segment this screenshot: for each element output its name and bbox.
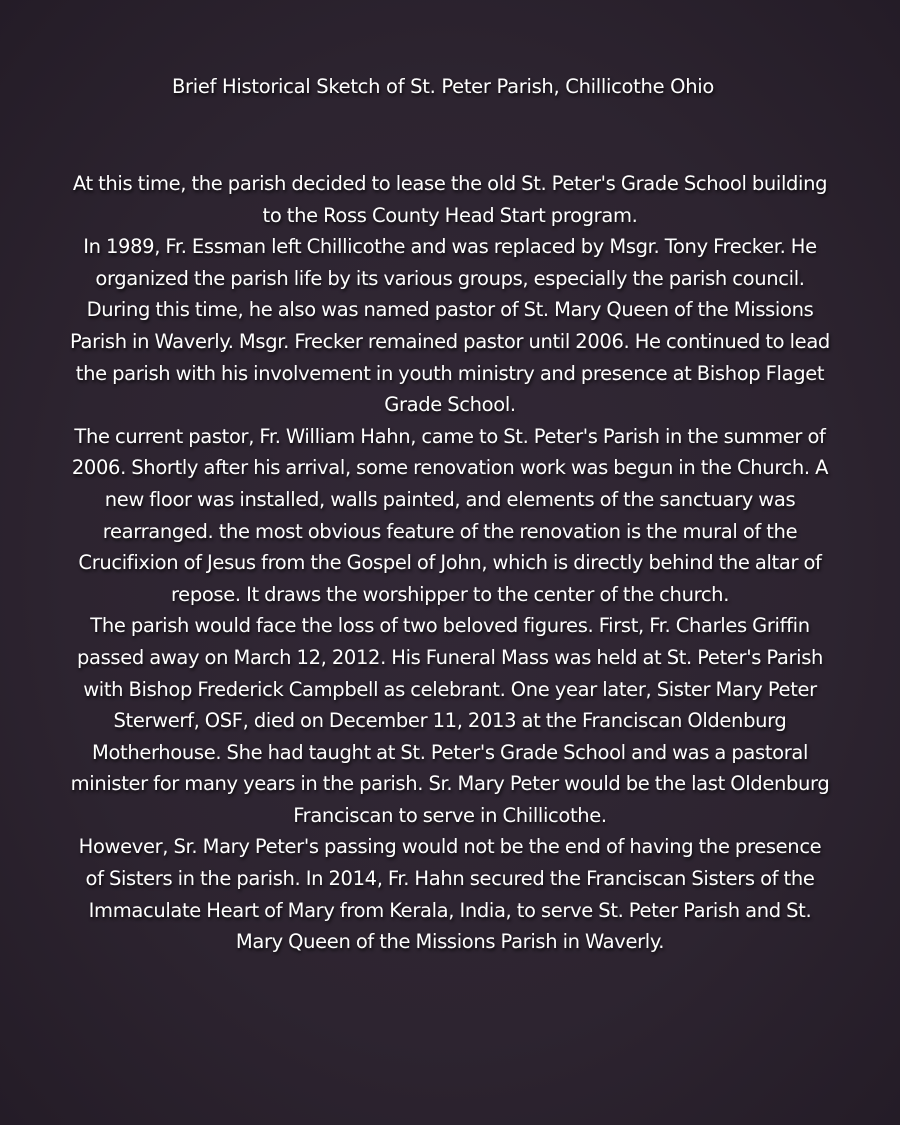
- paragraph-msgr-frecker: In 1989, Fr. Essman left Chillicothe and was replaced by Msgr. Tony Frecker. He organized the parish life by its various groups, especially the parish council. During this time, he also was named pastor of St. Mary Queen of the Missions Parish in Waverly. Msgr. Frecker remained pastor until 2006. He continued to lead the parish with his involvement in youth ministry and presence at Bishop Flaget Grade School.: [70, 235, 830, 417]
- paragraph-loss-of-figures: The parish would face the loss of two beloved figures. First, Fr. Charles Griffin passed away on March 12, 2012. His Funeral Mass was held at St. Peter's Parish with Bishop Frederick Campbell as celebrant. One year later, Sister Mary Peter Sterwerf, OSF, died on December 11, 2013 at the Franciscan Oldenburg Motherhouse. She had taught at St. Peter's Grade School and was a pastoral minister for many years in the parish. Sr. Mary Peter would be the last Oldenburg Franciscan to serve in Chillicothe.: [70, 614, 830, 827]
- paragraph-franciscan-sisters: However, Sr. Mary Peter's passing would not be the end of having the presence of Sisters in the parish. In 2014, Fr. Hahn secured the Franciscan Sisters of the Immaculate Heart of Mary from Kerala, India, to serve St. Peter Parish and St. Mary Queen of the Missions Parish in Waverly.: [78, 835, 822, 954]
- document-body: [70, 168, 830, 958]
- paragraph-fr-hahn: The current pastor, Fr. William Hahn, came to St. Peter's Parish in the summer of 2006. Shortly after his arrival, some renovation work was begun in the Church. A new floor was installed, walls painted, and elements of the sanctuary was rearranged. the most obvious feature of the renovation is the mural of the Crucifixion of Jesus from the Gospel of John, which is directly behind the altar of repose. It draws the worshipper to the center of the church.: [71, 424, 829, 606]
- paragraph-head-start: At this time, the parish decided to lease the old St. Peter's Grade School building to the Ross County Head Start program.: [72, 172, 828, 227]
- document-title: Brief Historical Sketch of St. Peter Parish, Chillicothe Ohio: [171, 75, 715, 98]
